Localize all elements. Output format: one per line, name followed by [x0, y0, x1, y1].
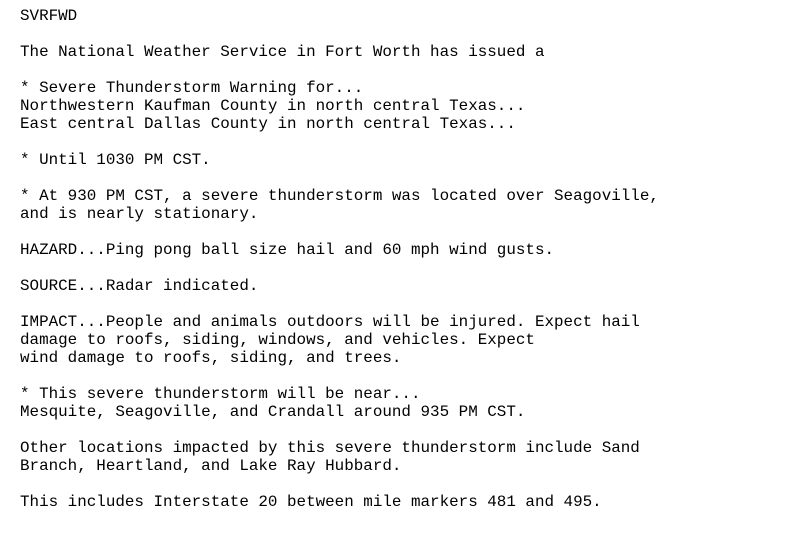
blank-line — [20, 133, 800, 151]
until-line: * Until 1030 PM CST. — [20, 151, 211, 169]
other-locations-line: Branch, Heartland, and Lake Ray Hubbard. — [20, 457, 402, 475]
blank-line — [20, 61, 800, 79]
blank-line — [20, 295, 800, 313]
impact-line: IMPACT...People and animals outdoors will be injured. Expect hail — [20, 313, 640, 331]
situation-line: * At 930 PM CST, a severe thunderstorm was located over Seagoville, — [20, 187, 659, 205]
product-code: SVRFWD — [20, 7, 78, 25]
interstate-line: This includes Interstate 20 between mile markers 481 and 495. — [20, 493, 602, 511]
blank-line — [20, 259, 800, 277]
blank-line — [20, 367, 800, 385]
warning-area: East central Dallas County in north central Texas... — [20, 115, 516, 133]
blank-line — [20, 25, 800, 43]
blank-line — [20, 475, 800, 493]
blank-line — [20, 421, 800, 439]
hazard-line: HAZARD...Ping pong ball size hail and 60 mph wind gusts. — [20, 241, 555, 259]
other-locations-line: Other locations impacted by this severe thunderstorm include Sand — [20, 439, 640, 457]
warning-area: Northwestern Kaufman County in north central Texas... — [20, 97, 526, 115]
warning-bulletin — [20, 7, 800, 511]
source-line: SOURCE...Radar indicated. — [20, 277, 259, 295]
intro-line: The National Weather Service in Fort Worth has issued a — [20, 43, 545, 61]
blank-line — [20, 223, 800, 241]
situation-line: and is nearly stationary. — [20, 205, 259, 223]
near-line: Mesquite, Seagoville, and Crandall around 935 PM CST. — [20, 403, 526, 421]
impact-line: damage to roofs, siding, windows, and vehicles. Expect — [20, 331, 535, 349]
warning-header: * Severe Thunderstorm Warning for... — [20, 79, 364, 97]
blank-line — [20, 169, 800, 187]
near-line: * This severe thunderstorm will be near... — [20, 385, 421, 403]
impact-line: wind damage to roofs, siding, and trees. — [20, 349, 402, 367]
